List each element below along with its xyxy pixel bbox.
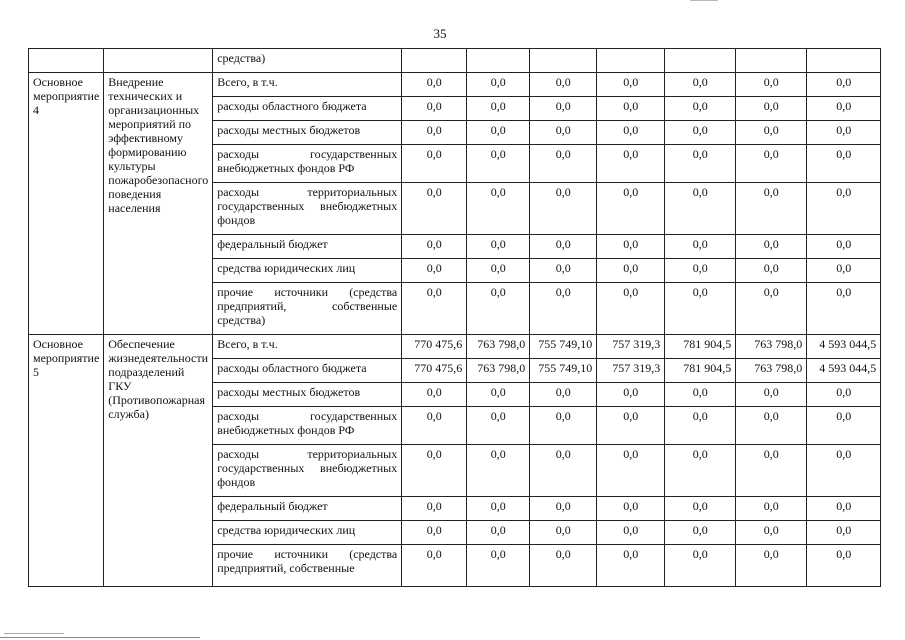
page-number: 35 — [433, 26, 447, 41]
value-cell: 0,0 — [807, 383, 881, 407]
funding-source: расходы территориальных государственных внебюджетных фондов — [213, 183, 402, 235]
cell-empty — [530, 49, 597, 73]
value-cell: 0,0 — [402, 235, 467, 259]
value-cell: 0,0 — [665, 445, 736, 497]
value-cell: 0,0 — [530, 407, 597, 445]
value-cell: 0,0 — [736, 259, 807, 283]
value-cell: 0,0 — [597, 145, 665, 183]
funding-source: федеральный бюджет — [213, 235, 402, 259]
value-cell: 757 319,3 — [597, 359, 665, 383]
funding-source: расходы местных бюджетов — [213, 383, 402, 407]
value-cell: 763 798,0 — [736, 335, 807, 359]
value-cell: 0,0 — [807, 145, 881, 183]
value-cell: 0,0 — [597, 235, 665, 259]
value-cell: 0,0 — [665, 183, 736, 235]
value-cell: 0,0 — [530, 283, 597, 335]
value-cell: 0,0 — [530, 97, 597, 121]
table-row — [29, 335, 881, 359]
cell-source: средства) — [213, 49, 402, 73]
value-cell: 757 319,3 — [597, 335, 665, 359]
funding-source: расходы областного бюджета — [213, 359, 402, 383]
table-body — [29, 49, 881, 587]
value-cell: 0,0 — [402, 445, 467, 497]
value-cell: 0,0 — [736, 283, 807, 335]
value-cell: 0,0 — [597, 545, 665, 587]
value-cell: 0,0 — [530, 383, 597, 407]
value-cell: 0,0 — [402, 121, 467, 145]
value-cell: 0,0 — [467, 97, 530, 121]
value-cell: 0,0 — [736, 121, 807, 145]
value-cell: 781 904,5 — [665, 335, 736, 359]
value-cell: 0,0 — [402, 259, 467, 283]
value-cell: 0,0 — [597, 259, 665, 283]
value-cell: 0,0 — [467, 497, 530, 521]
value-cell: 0,0 — [736, 145, 807, 183]
funding-source: прочие источники (средства предприятий, собственные средства) — [213, 283, 402, 335]
cell-empty — [665, 49, 736, 73]
value-cell: 0,0 — [597, 407, 665, 445]
value-cell: 781 904,5 — [665, 359, 736, 383]
value-cell: 0,0 — [597, 445, 665, 497]
value-cell: 0,0 — [807, 235, 881, 259]
cell-empty — [104, 49, 213, 73]
value-cell: 0,0 — [807, 283, 881, 335]
cell-empty — [29, 49, 104, 73]
table-row — [29, 73, 881, 97]
value-cell: 0,0 — [807, 497, 881, 521]
value-cell: 0,0 — [665, 235, 736, 259]
value-cell: 0,0 — [467, 445, 530, 497]
value-cell: 0,0 — [665, 145, 736, 183]
value-cell: 0,0 — [665, 383, 736, 407]
value-cell: 0,0 — [467, 183, 530, 235]
funding-source: Всего, в т.ч. — [213, 73, 402, 97]
funding-source: Всего, в т.ч. — [213, 335, 402, 359]
value-cell: 0,0 — [402, 383, 467, 407]
value-cell: 0,0 — [402, 145, 467, 183]
funding-source: расходы местных бюджетов — [213, 121, 402, 145]
activity-label: Основное мероприятие 4 — [29, 73, 104, 335]
value-cell: 4 593 044,5 — [807, 335, 881, 359]
value-cell: 0,0 — [467, 145, 530, 183]
funding-source: федеральный бюджет — [213, 497, 402, 521]
value-cell: 0,0 — [736, 235, 807, 259]
value-cell: 0,0 — [665, 121, 736, 145]
value-cell: 0,0 — [597, 183, 665, 235]
value-cell: 0,0 — [467, 283, 530, 335]
activity-label: Основное мероприятие 5 — [29, 335, 104, 587]
value-cell: 0,0 — [402, 521, 467, 545]
value-cell: 0,0 — [736, 545, 807, 587]
value-cell: 0,0 — [530, 545, 597, 587]
value-cell: 0,0 — [597, 97, 665, 121]
value-cell: 0,0 — [736, 97, 807, 121]
value-cell: 0,0 — [665, 407, 736, 445]
cell-empty — [597, 49, 665, 73]
scan-artifact-bottom-2 — [4, 633, 64, 634]
value-cell: 0,0 — [530, 121, 597, 145]
value-cell: 0,0 — [530, 259, 597, 283]
table-row-continuation — [29, 49, 881, 73]
value-cell: 0,0 — [807, 183, 881, 235]
funding-source: средства юридических лиц — [213, 521, 402, 545]
value-cell: 0,0 — [665, 521, 736, 545]
value-cell: 0,0 — [467, 121, 530, 145]
value-cell: 0,0 — [402, 407, 467, 445]
value-cell: 0,0 — [530, 521, 597, 545]
value-cell: 0,0 — [597, 383, 665, 407]
value-cell: 0,0 — [665, 497, 736, 521]
value-cell: 0,0 — [665, 259, 736, 283]
value-cell: 0,0 — [597, 121, 665, 145]
value-cell: 0,0 — [807, 121, 881, 145]
value-cell: 763 798,0 — [467, 359, 530, 383]
value-cell: 0,0 — [736, 73, 807, 97]
value-cell: 0,0 — [807, 445, 881, 497]
value-cell: 0,0 — [467, 73, 530, 97]
value-cell: 770 475,6 — [402, 335, 467, 359]
scan-artifact-bottom — [0, 637, 200, 638]
value-cell: 0,0 — [665, 283, 736, 335]
value-cell: 0,0 — [530, 445, 597, 497]
value-cell: 0,0 — [807, 97, 881, 121]
activity-name: Внедрение технических и организационных мероприятий по эффективному формированию культуры пожаробезопасного поведения населения — [104, 73, 213, 335]
value-cell: 0,0 — [597, 283, 665, 335]
value-cell: 0,0 — [807, 407, 881, 445]
value-cell: 0,0 — [467, 521, 530, 545]
value-cell: 0,0 — [402, 183, 467, 235]
value-cell: 0,0 — [736, 521, 807, 545]
funding-source: средства юридических лиц — [213, 259, 402, 283]
value-cell: 0,0 — [402, 283, 467, 335]
value-cell: 0,0 — [807, 545, 881, 587]
value-cell: 0,0 — [736, 183, 807, 235]
value-cell: 0,0 — [467, 383, 530, 407]
value-cell: 0,0 — [530, 145, 597, 183]
funding-source: расходы государственных внебюджетных фондов РФ — [213, 407, 402, 445]
value-cell: 0,0 — [736, 407, 807, 445]
value-cell: 0,0 — [402, 497, 467, 521]
value-cell: 755 749,10 — [530, 359, 597, 383]
cell-empty — [402, 49, 467, 73]
value-cell: 0,0 — [665, 545, 736, 587]
value-cell: 770 475,6 — [402, 359, 467, 383]
cell-empty — [736, 49, 807, 73]
value-cell: 0,0 — [467, 259, 530, 283]
value-cell: 0,0 — [597, 497, 665, 521]
value-cell: 0,0 — [807, 73, 881, 97]
funding-source: расходы государственных внебюджетных фондов РФ — [213, 145, 402, 183]
value-cell: 0,0 — [736, 445, 807, 497]
budget-table — [28, 48, 881, 587]
value-cell: 0,0 — [402, 73, 467, 97]
value-cell: 763 798,0 — [467, 335, 530, 359]
funding-source: расходы территориальных государственных внебюджетных фондов — [213, 445, 402, 497]
value-cell: 0,0 — [467, 235, 530, 259]
value-cell: 763 798,0 — [736, 359, 807, 383]
value-cell: 0,0 — [665, 97, 736, 121]
funding-source: прочие источники (средства предприятий, собственные — [213, 545, 402, 587]
value-cell: 4 593 044,5 — [807, 359, 881, 383]
activity-name: Обеспечение жизнедеятельности подразделений ГКУ (Противопожарная служба) — [104, 335, 213, 587]
value-cell: 0,0 — [530, 183, 597, 235]
value-cell: 0,0 — [402, 97, 467, 121]
value-cell: 0,0 — [736, 497, 807, 521]
value-cell: 0,0 — [467, 407, 530, 445]
value-cell: 0,0 — [736, 383, 807, 407]
value-cell: 0,0 — [807, 259, 881, 283]
value-cell: 0,0 — [530, 497, 597, 521]
value-cell: 755 749,10 — [530, 335, 597, 359]
value-cell: 0,0 — [402, 545, 467, 587]
value-cell: 0,0 — [467, 545, 530, 587]
value-cell: 0,0 — [530, 235, 597, 259]
value-cell: 0,0 — [530, 73, 597, 97]
scan-artifact-top — [690, 0, 718, 1]
funding-source: расходы областного бюджета — [213, 97, 402, 121]
cell-empty — [467, 49, 530, 73]
value-cell: 0,0 — [597, 521, 665, 545]
value-cell: 0,0 — [807, 521, 881, 545]
value-cell: 0,0 — [665, 73, 736, 97]
cell-empty — [807, 49, 881, 73]
value-cell: 0,0 — [597, 73, 665, 97]
